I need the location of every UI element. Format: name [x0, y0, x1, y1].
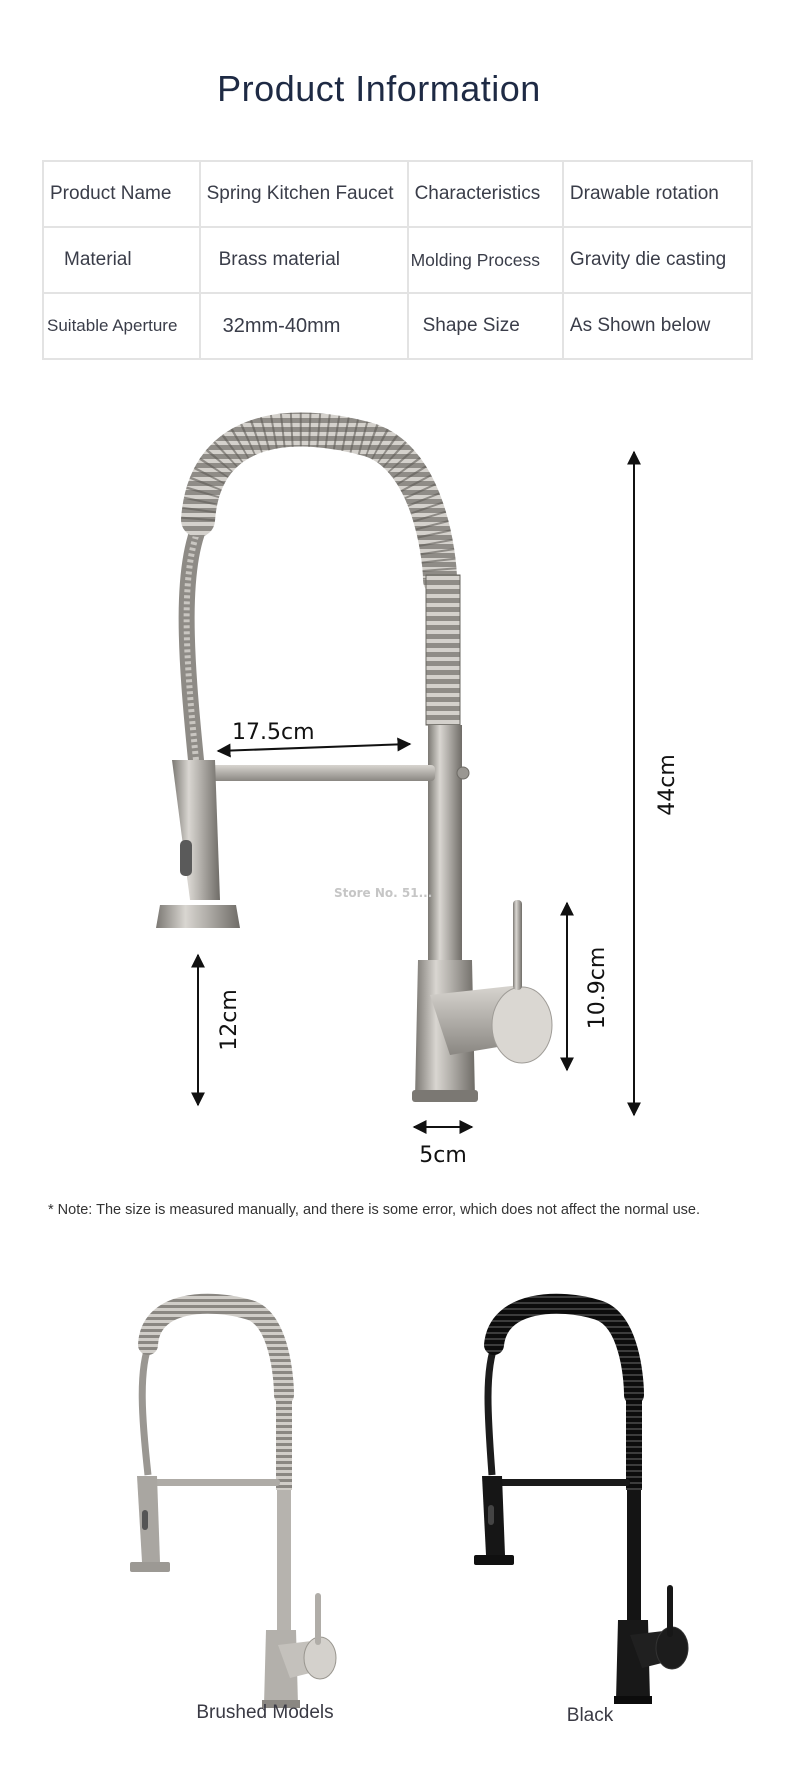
- base-width-label: 5cm: [419, 1143, 467, 1168]
- faucet-dimension-diagram: [0, 400, 789, 1180]
- spec-value: 32mm-40mm: [200, 293, 408, 359]
- page-title: Product Information: [217, 68, 541, 109]
- spec-value: Drawable rotation: [563, 161, 752, 227]
- spec-label: Product Name: [43, 161, 200, 227]
- watermark-text: Store No. 51...: [334, 886, 433, 900]
- spec-value: Brass material: [200, 227, 408, 293]
- spout-reach-label: 17.5cm: [232, 720, 315, 745]
- faucet-brushed-large: [156, 430, 552, 1102]
- spec-table: [42, 160, 753, 360]
- measurement-note: * Note: The size is measured manually, and there is some error, which does not affect the normal use.: [48, 1202, 701, 1218]
- spec-label: Material: [43, 227, 200, 293]
- spec-value: Spring Kitchen Faucet: [200, 161, 408, 227]
- spec-label: Characteristics: [408, 161, 563, 227]
- faucet-brushed-variant: [130, 1304, 336, 1708]
- table-row: [43, 293, 752, 359]
- color-variants: [0, 1290, 789, 1780]
- handle-height-label: 10.9cm: [585, 946, 610, 1030]
- spec-value: Gravity die casting: [563, 227, 752, 293]
- brushed-models-caption: Brushed Models: [196, 1702, 334, 1723]
- spec-label: Suitable Aperture: [43, 293, 200, 359]
- dimension-lines: [198, 452, 634, 1127]
- black-caption: Black: [566, 1705, 614, 1726]
- table-row: [43, 161, 752, 227]
- table-row: [43, 227, 752, 293]
- total-height-label: 44cm: [655, 754, 680, 816]
- spec-value: As Shown below: [563, 293, 752, 359]
- spray-clearance-label: 12cm: [217, 989, 242, 1051]
- faucet-black-variant: [474, 1304, 688, 1704]
- spec-label: Molding Process: [408, 227, 563, 293]
- spec-label: Shape Size: [408, 293, 563, 359]
